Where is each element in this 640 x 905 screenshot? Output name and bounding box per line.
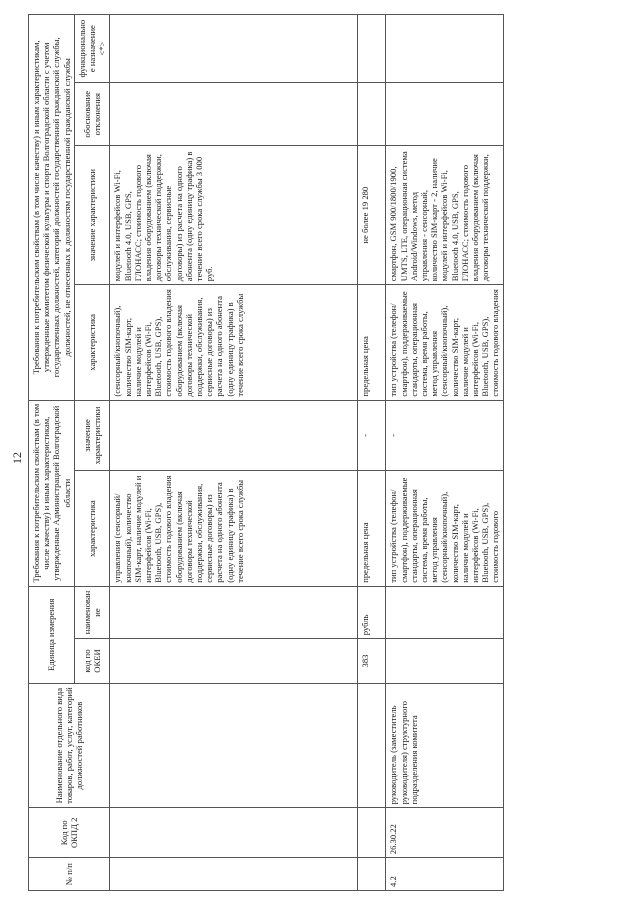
cell-com-char: предельная цена [358, 285, 386, 400]
header-com-val: значение характеристики [74, 146, 110, 285]
cell-name [110, 683, 358, 808]
header-okpd: Код по ОКПД 2 [29, 808, 110, 858]
cell-gov-val: - [386, 400, 503, 471]
header-req-com: Требования к потребительским свойствам (в том числе качеству) и иным характеристикам, утвержденные комитетом физической культуры и спорта Волгоградской области с учетом государственных должностей, категорий должностей государственной гражданской службы, должностей, не отнесенных к должностям государственной гражданской службы [29, 15, 75, 401]
cell-com-just [110, 83, 358, 146]
cell-com-char: (сенсорный/кнопочный), количество SIM-карт, наличие модулей и интерфейсов (Wi-Fi, Bluetooth, USB, GPS), стоимость годового владения оборудованием (включая договоры технической поддержки, обслуживания, сервисные договоры) из расчета на одного абонента (одну единицу трафика) в течение всего срока службы [110, 285, 358, 400]
cell-code [110, 639, 358, 684]
page-number: 12 [10, 452, 24, 464]
cell-unit [386, 586, 503, 638]
cell-com-func [358, 15, 386, 83]
cell-unit [110, 586, 358, 638]
cell-gov-char: тип устройства (телефон/смартфон), поддерживаемые стандарты, операционная система, время работы, метод управления (сенсорный/кнопочный), количество SIM-карт, наличие модулей и интерфейсов (Wi-Fi, Bluetooth, USB, GPS), стоимость годового [386, 471, 503, 586]
cell-com-just [358, 83, 386, 146]
header-unit-name: наименование [74, 586, 110, 638]
cell-com-just [386, 83, 503, 146]
cell-name [358, 683, 386, 808]
cell-com-val: модулей и интерфейсов Wi-Fi, Bluetooth 4.0, USB, GPS, ГЛОНАСС; стоимость годового владения оборудованием (включая договоры технической поддержки, обслуживания, сервисные договоры) из расчета на одного абонента (одну единицу трафика) в течение всего срока службы 3 000 руб. [110, 146, 358, 285]
cell-name: руководитель (заместитель руководителя) структурного подразделения комитета [386, 683, 503, 808]
cell-com-val: смартфон, GSM 900/1800/1900, UMTS, LTE, операционная система Android/Windows, метод управления - сенсорный, количество SIM-карт - 2, наличие модулей и интерфейсов Wi-Fi, Bluetooth 4.0, USB, GPS, ГЛОНАСС; стоимость годового владения оборудованием (включая договоры технической поддержки, [386, 146, 503, 285]
header-unit: Единица измерения [29, 586, 75, 683]
cell-num [110, 858, 358, 891]
cell-gov-char: предельная цена [358, 471, 386, 586]
cell-okpd [110, 808, 358, 858]
cell-num: 4.2 [386, 858, 503, 891]
header-com-just: обоснование отклонения [74, 83, 110, 146]
header-com-func: функциональное назначение <*> [74, 15, 110, 83]
cell-unit: рубль [358, 586, 386, 638]
cell-com-val: не более 19 280 [358, 146, 386, 285]
table-row [110, 15, 358, 891]
cell-com-func [110, 15, 358, 83]
header-row-1 [29, 15, 75, 891]
cell-gov-val: - [358, 400, 386, 471]
cell-code: 383 [358, 639, 386, 684]
cell-com-char: тип устройства (телефон/смартфон), поддерживаемые стандарты, операционная система, время работы, метод управления (сенсорный/кнопочный), количество SIM-карт, наличие модулей и интерфейсов (Wi-Fi, Bluetooth, USB, GPS), стоимость годового владения [386, 285, 503, 400]
header-gov-char: характеристика [74, 471, 110, 586]
table-row [358, 15, 386, 891]
header-num: № п/п [29, 858, 110, 891]
cell-gov-val [110, 400, 358, 471]
header-name: Наименование отдельного вида товаров, работ, услуг, категорий должностей работников [29, 683, 110, 808]
table-row [386, 15, 503, 891]
cell-num [358, 858, 386, 891]
cell-code [386, 639, 503, 684]
cell-okpd [358, 808, 386, 858]
cell-com-func [386, 15, 503, 83]
header-req-gov: Требования к потребительским свойствам (в том числе качеству) и иным характеристикам, утвержденные Администрацией Волгоградской области [29, 400, 75, 586]
header-com-char: характеристика [74, 285, 110, 400]
cell-okpd: 26.30.22 [386, 808, 503, 858]
requirements-table [28, 14, 504, 891]
header-gov-val: значение характеристики [74, 400, 110, 471]
header-unit-code: код по ОКЕИ [74, 639, 110, 684]
cell-gov-char: управления (сенсорный/кнопочный), количество SIM-карт, наличие модулей и интерфейсов (Wi-Fi, Bluetooth, USB, GPS), стоимость годового владения оборудованием (включая договоры технической поддержки, обслуживания, сервисные договоры) из расчета на одного абонента (одну единицу трафика) в течение всего срока службы [110, 471, 358, 586]
